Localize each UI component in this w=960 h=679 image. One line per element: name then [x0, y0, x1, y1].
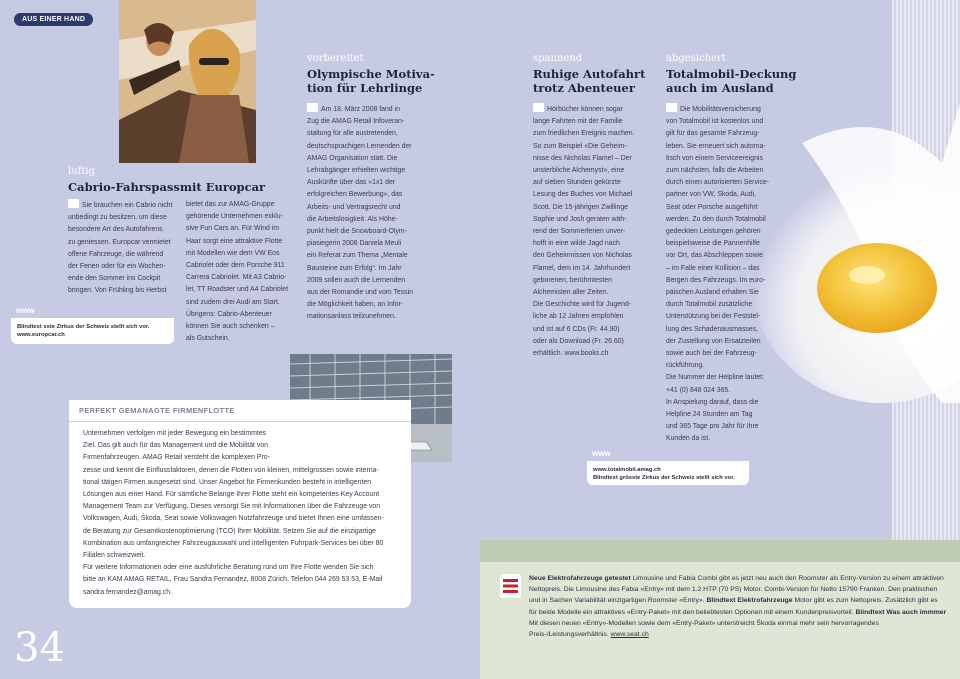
fleet-line: Filialen schweizweit. — [83, 552, 146, 560]
apprentice-line: Lehrabgänger erhielten wichtige — [307, 167, 406, 175]
apprentice-body — [307, 103, 422, 324]
audio-line: rend der Sommerferien unver- — [533, 228, 626, 236]
mobility-line: beispielsweise die Pannenhilfe — [666, 240, 760, 248]
audio-line: den Geheimnissen von Nicholas — [533, 252, 632, 260]
cabrio-col2 — [186, 199, 296, 345]
mobility-line: Seat oder Porsche ausgeführt — [666, 203, 758, 211]
audio-line: erhältlich. www.books.ch — [533, 350, 609, 358]
europcar-www-box[interactable] — [11, 304, 174, 344]
bullet-box-icon — [307, 103, 318, 112]
seat-text-1: Limousine und Fabia Combi gibt es jetzt neu auch den Roomster als Entry-Version zu einem attraktiven Nettopreis. Die Limousine des Fabia «Entry» mit dem 1.2 HTP (70 PS) Motor. Combi-Version für Netto 15790 Franken. Den praktischen und in Sachen Variabilität einzigartigen Roomster «Entry». — [529, 575, 944, 605]
fleet-line: Volkswagen, Audi, Škoda, Seat sowie Volkswagen Nutzfahrzeuge und bietet Ihnen eine umfassen- — [83, 515, 384, 523]
seat-logo-icon — [500, 574, 521, 598]
cabrio-col2-line: als Gutschein. — [186, 335, 230, 343]
seat-link[interactable]: www.seat.ch — [610, 631, 649, 639]
cabrio-col1-line: unbedingt zu besitzen, um diese — [68, 214, 167, 222]
apprentice-line: erfolgreichen Bewerbung», das — [307, 191, 403, 199]
mobility-line: werden. Zu den durch Totalmobil — [666, 215, 766, 223]
bullet-box-icon — [68, 199, 79, 208]
www-line: Blindtext sste Zirkus der Schweiz stellt sich vor. — [17, 324, 150, 330]
audio-headline: Ruhige Autofahrt trotz Abenteuer — [533, 67, 646, 95]
fleet-line: Management Team zur Verfügung. Dieses versorgt Sie mit Informationen über die Fahrzeuge von — [83, 503, 381, 511]
apprentice-line: Auskünfte über das «1x1 der — [307, 179, 396, 187]
green-band-top — [480, 540, 960, 562]
mobility-headline: Totalmobil-Deckung auch im Ausland — [666, 67, 797, 95]
www-text — [11, 319, 174, 343]
audio-line: Alchemisten aller Zeiten. — [533, 289, 609, 297]
apprentice-line: die Möglichkeit haben, an Infor- — [307, 301, 404, 309]
audio-line: lange Fahrten mit der Familie — [533, 118, 623, 126]
www-text — [587, 462, 749, 486]
mobility-line: durch einen autorisierten Service- — [666, 179, 770, 187]
page-number: 34 — [14, 625, 65, 671]
mobility-line: Die Mobilitätsversicherung — [666, 103, 786, 116]
mobility-line: zum nächsten, falls die Arbeiten — [666, 167, 764, 175]
www-label: www — [11, 304, 174, 319]
mobility-line: Unterstützung bei der Feststel- — [666, 313, 761, 321]
audio-line: liche ab 12 Jahren empfohlen — [533, 313, 624, 321]
cabrio-col1-line: zu geniessen. Europcar vermietet — [68, 238, 171, 246]
mobility-line: Bergen des Fahrzeugs. Im euro- — [666, 276, 766, 284]
seat-text-2: Motor gibt es zum Nettopreis. Zusätzlich gibt es für beide Modelle ein attraktives «Entry-Paket» mit den beliebtesten Optionen mit einem Kundenpreisvorteil. — [529, 597, 938, 616]
cabrio-col2-line: können Sie auch schenken – — [186, 323, 275, 331]
mobility-line: +41 (0) 848 024 365. — [666, 386, 731, 394]
mobility-kicker: abgesichert — [666, 53, 726, 64]
cabrio-col1 — [68, 199, 180, 298]
bullet-box-icon — [666, 103, 677, 112]
mobility-line: der Zustellung von Ersatzteilen — [666, 337, 761, 345]
fleet-line: tional tätigen Firmen ausgesetzt sind. Unser Angebot für Firmenkunden besteht in intelligenten — [83, 478, 372, 486]
cabrio-col2-line: gehörende Unternehmen exklu- — [186, 213, 283, 221]
cabrio-col2-line: Carrera Cabriolet. Mit A3 Cabrio- — [186, 274, 287, 282]
audio-line: und ist auf 6 CDs (Fr. 44.90) — [533, 325, 620, 333]
audio-line: hofft in eine wilde Jagd nach — [533, 240, 620, 248]
fleet-line: de Beratung zur Gesamtkostenoptimierung (TCO) Ihrer Mobilität. Setzen Sie auf die einzigartige — [83, 527, 376, 535]
cabrio-col2-line: bietet das zur AMAG-Gruppe — [186, 201, 275, 208]
cabrio-col2-line: Cabriolet oder dem Porsche 911 — [186, 262, 285, 270]
apprentice-kicker: vorbereitet — [307, 53, 364, 64]
apprentice-line: staltung für alle austretenden, — [307, 130, 398, 138]
apprentice-line: 2009 sollen auch die Lernenden — [307, 276, 406, 284]
mobility-line: lung des Schadenausmasses, — [666, 325, 758, 333]
fleet-line: bitte an KAM AMAG RETAIL, Frau Sandra Fernandez, 8008 Zürich, Telefon 044 269 53 53, E-Mail — [83, 576, 383, 584]
apprentice-line: deutschsprachigen Lernenden der — [307, 142, 412, 150]
fleet-line: zesse und kennt die Einflussfaktoren, denen die Flotten von kleinen, mittelgrossen sowie interna- — [83, 466, 379, 474]
apprentice-line: Zug die AMAG Retail Infoveran- — [307, 118, 405, 126]
audio-line: Scott. Die 15-jährigen Zwillinge — [533, 203, 628, 211]
www-label: www — [587, 447, 749, 462]
audio-line: nisse des Nicholas Flamel – Der — [533, 154, 632, 162]
mobility-line: Helpline 24 Stunden am Tag — [666, 411, 753, 419]
audio-line: Sophie und Josh geraten wäh- — [533, 215, 627, 223]
cabrio-col1-line: der Ferien oder für ein Wochen- — [68, 263, 166, 271]
audio-line: geborenen, berühmtesten — [533, 276, 612, 284]
seat-text-3: Mit diesen neuen «Entry»-Modellen sowie dem «Entry-Paket» unterstreicht Škoda einmal mehr sein hervorragendes Preis-/Leistungsverhältnis. — [529, 619, 879, 639]
mobility-line: tisch von einem Serviceereignis — [666, 154, 763, 162]
cabrio-kicker: luftig — [68, 166, 95, 177]
mobility-line: päischen Ausland erhalten Sie — [666, 289, 759, 297]
section-tag: AUS EINER HAND — [14, 13, 93, 26]
apprentice-line: piasiegerin 2006 Daniela Meuli — [307, 240, 402, 248]
fleet-line[interactable]: sandra.fernandez@amag.ch. — [83, 588, 172, 596]
mobility-line: und 365 Tage pro Jahr für Ihre — [666, 423, 759, 431]
www-link[interactable]: www.europcar.ch — [17, 332, 65, 338]
audio-line: unsterbliche Alchemyst», eine — [533, 167, 625, 175]
apprentice-headline: Olympische Motiva- tion für Lehrlinge — [307, 67, 435, 95]
seat-paragraph — [529, 573, 947, 640]
apprentice-line: punkt hielt die Snowboard-Olym- — [307, 228, 407, 236]
www-link[interactable]: www.totalmobil.amag.ch — [593, 467, 661, 473]
totalmobil-www-box[interactable] — [587, 447, 749, 485]
apprentice-line: AMAG Organisation statt. Die — [307, 154, 398, 162]
cabrio-col2-line: Übrigens: Cabrio-Abenteuer — [186, 310, 272, 318]
cabrio-col2-line: sive Fun Cars an. Für Wind im — [186, 225, 280, 233]
cabrio-col1-line: offene Fahrzeuge, die während — [68, 250, 164, 258]
apprentice-line: aus der Romandie und vom Tessin — [307, 289, 413, 297]
mobility-line: sowie auch bei der Fahrzeug- — [666, 350, 757, 358]
audio-line: So zum Beispiel «Die Geheim- — [533, 142, 627, 150]
fleet-line: Kombination aus umfangreicher Fahrzeugauswahl und intelligenten Fuhrpark-Services bei über 80 — [83, 539, 384, 547]
mobility-line: vor Ort, das Abschleppen sowie — [666, 252, 763, 260]
audio-line: Flamel, dem im 14. Jahrhundert — [533, 264, 631, 272]
apprentice-line: die Arbeitslosigkeit. Als Höhe- — [307, 215, 398, 223]
mobility-line: – im Falle einer Kollision – das — [666, 264, 760, 272]
mobility-line: durch Totalmobil zusätzliche — [666, 301, 753, 309]
seat-bold-3: Blindtext Was auch immmer — [855, 608, 947, 616]
mobility-line: gilt für das gesamte Fahrzeug- — [666, 130, 760, 138]
mobility-line: Die Nummer der Helpline lautet: — [666, 374, 765, 382]
fleet-line: Firmenfahrzeugen. AMAG Retail versteht die komplexen Pro- — [83, 454, 270, 462]
cabrio-col1-line: bringen. Von Frühling bis Herbst — [68, 287, 167, 295]
bullet-box-icon — [533, 103, 544, 112]
audio-line: Die Geschichte wird für Jugend- — [533, 301, 632, 309]
audio-line: zum friedlichen Ereignis machen. — [533, 130, 635, 138]
mobility-line: Kunden da ist. — [666, 435, 711, 443]
cabrio-col2-line: let, TT Roadster und A4 Cabriolet — [186, 286, 289, 294]
fleet-line: Ziel. Das gilt auch für das Management und die Mobilität von — [83, 442, 268, 450]
cabrio-col1-line: besondere Art des Autofahrens — [68, 226, 163, 234]
mobility-line: leben. Sie erneuert sich automa- — [666, 142, 766, 150]
seat-lead: Neue Elektrofahrzeuge getestet — [529, 575, 631, 582]
cabrio-photo — [119, 0, 256, 163]
fleet-body — [69, 422, 411, 605]
fleet-line: Lösungen aus einer Hand. Für sämtliche Belange Ihrer Flotte steht ein kompetentes Key Account — [83, 491, 380, 499]
fleet-line: Für weitere Informationen oder eine ausführliche Beratung rund um Ihre Flotte wenden Sie sich — [83, 564, 374, 572]
apprentice-line: mationsanlass teilzunehmen. — [307, 313, 396, 321]
cabrio-col2-line: sind zudem drei Audi am Start. — [186, 298, 280, 306]
audio-line: auf sieben Stunden gekürzte — [533, 179, 621, 187]
mobility-line: von Totalmobil ist kostenlos und — [666, 118, 764, 126]
audio-line: Lesung des Buches von Michael — [533, 191, 633, 199]
audio-kicker: spannend — [533, 53, 583, 64]
cabrio-col1-line: Sie brauchen ein Cabrio nicht — [68, 199, 180, 212]
mobility-body — [666, 103, 786, 446]
audio-body — [533, 103, 648, 360]
audio-line: Hörbücher können sogar — [533, 103, 648, 116]
mobility-line: gedeckten Leistungen gehören — [666, 228, 761, 236]
apprentice-line: Bausteine zum Erfolg“. Im Jahr — [307, 264, 402, 272]
audio-line: oder als Download (Fr. 26.60) — [533, 337, 624, 345]
fleet-line: Unternehmen verfolgen mit jeder Bewegung ein bestimmtes — [83, 430, 267, 437]
seat-bold-2: Blindtext Elektrofahrzeuge — [706, 597, 793, 605]
fleet-title: PERFEKT GEMANAGTE FIRMENFLOTTE — [69, 400, 411, 422]
apprentice-line: Am 18. März 2008 fand in — [307, 103, 422, 116]
fleet-card — [69, 400, 411, 608]
cabrio-col1-line: ende den Sommer ins Cockpit — [68, 275, 161, 283]
cabrio-col2-line: Haar sorgt eine attraktive Flotte — [186, 237, 283, 245]
mobility-line: partner von VW, Skoda, Audi, — [666, 191, 757, 199]
cabrio-col2-line: mit Modellen wie dem VW Eos — [186, 249, 280, 257]
mobility-line: In Anspielung darauf, dass die — [666, 398, 759, 406]
apprentice-line: ein Referat zum Thema „Mentale — [307, 252, 408, 260]
mobility-line: rückführung. — [666, 362, 705, 370]
www-line: Blindtext grösste Zirkus der Schweiz stellt sich vor. — [593, 475, 735, 481]
cabrio-headline: Cabrio-Fahrspassmit Europcar — [68, 180, 266, 194]
apprentice-line: Arbeits- und Vertragsrecht und — [307, 203, 401, 211]
